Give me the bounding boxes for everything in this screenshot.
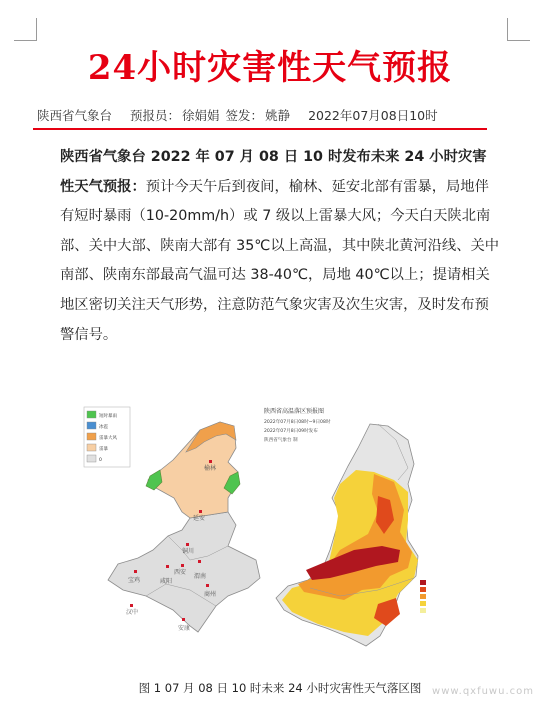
legend-label-gale: 雷暴大风 <box>99 436 117 441</box>
city-label-xianyang: 咸阳 <box>160 578 173 585</box>
signer-label: 签发： <box>225 108 264 123</box>
city-marker <box>181 564 184 567</box>
city-label-ankang: 安康 <box>178 625 191 632</box>
margin-corner-top-right <box>507 18 530 41</box>
city-marker <box>166 565 169 568</box>
forecast-paragraph <box>60 143 500 350</box>
city-marker <box>186 543 189 546</box>
heat-map-producer: 陕西省气象台 制 <box>264 438 298 443</box>
issue-datetime: 2022年07月08日10时 <box>308 108 438 123</box>
watermark: www.qxfuwu.com <box>432 686 534 697</box>
issue-info-line <box>37 106 487 124</box>
heat-map-period: 2022年07月8日08时~9日08时 <box>264 420 331 425</box>
city-marker <box>206 584 209 587</box>
legend-swatch-gale <box>87 433 96 440</box>
city-marker <box>198 560 201 563</box>
city-label-shangzhou: 商州 <box>204 591 217 598</box>
city-label-hanzhong: 汉中 <box>126 609 139 616</box>
city-label-tongchuan: 铜川 <box>182 548 195 555</box>
legend-swatch-short-rain <box>87 411 96 418</box>
heat-legend-swatch <box>420 594 426 599</box>
city-label-yanan: 延安 <box>193 515 206 522</box>
legend-label-none: 0 <box>99 458 102 463</box>
forecaster-label: 预报员： <box>130 108 181 123</box>
figure-caption: 图 1 07 月 08 日 10 时未来 24 小时灾害性天气落区图 <box>138 681 422 695</box>
legend-swatch-hail <box>87 422 96 429</box>
city-label-yulin: 榆林 <box>204 465 217 472</box>
thunder-zone <box>148 422 238 518</box>
forecast-maps-figure <box>78 400 498 670</box>
city-marker <box>209 460 212 463</box>
forecast-text: 预计今天午后到夜间，榆林、延安北部有雷暴，局地伴有短时暴雨（10-20mm/h）或 7 级以上雷暴大风；今天白天陕北南部、关中大部、陕南大部有 35℃以上高温，其中陕北黄河沿线、关中南部、陕南东部最高气温可达 38-40℃，局地 40℃以上；提请相关地区密切关注天气形势，注意防范气象灾害及次生灾害，及时发布预警信号。 <box>60 178 500 343</box>
margin-corner-top-left <box>14 18 37 41</box>
issuing-station: 陕西省气象台 <box>37 108 113 123</box>
heat-map-issued: 2022年07月8日09时发布 <box>264 429 318 434</box>
heat-legend-swatch <box>420 587 426 592</box>
city-marker <box>130 604 133 607</box>
severe-weather-map <box>84 407 260 632</box>
legend-label-thunder: 雷暴 <box>99 447 108 452</box>
heat-legend-swatch <box>420 580 426 585</box>
forecast-lead: 陕西省气象台 2022 年 07 月 08 日 10 时发布未来 24 小时灾害性天气预报： <box>60 149 487 195</box>
high-temp-map <box>264 407 426 646</box>
legend-swatch-none <box>87 455 96 462</box>
legend-label-hail: 冰雹 <box>99 425 108 430</box>
severe-legend <box>84 407 130 467</box>
city-label-xian: 西安 <box>174 569 187 576</box>
city-label-weinan: 渭南 <box>194 573 207 580</box>
document-title: 24小时灾害性天气预报 <box>87 48 453 88</box>
signer-name: 姚静 <box>265 108 291 123</box>
city-label-baoji: 宝鸡 <box>128 577 141 584</box>
legend-label-short-rain: 短时暴雨 <box>99 414 117 419</box>
legend-swatch-thunder <box>87 444 96 451</box>
red-divider <box>33 128 487 130</box>
city-marker <box>134 570 137 573</box>
heat-legend-swatch <box>420 608 426 613</box>
city-marker <box>199 510 202 513</box>
heat-legend <box>420 580 426 613</box>
heat-legend-swatch <box>420 601 426 606</box>
city-marker <box>182 618 185 621</box>
heat-map-title: 陕西省高温落区预报图 <box>264 408 325 415</box>
forecaster-name: 徐娟娟 <box>182 108 220 123</box>
